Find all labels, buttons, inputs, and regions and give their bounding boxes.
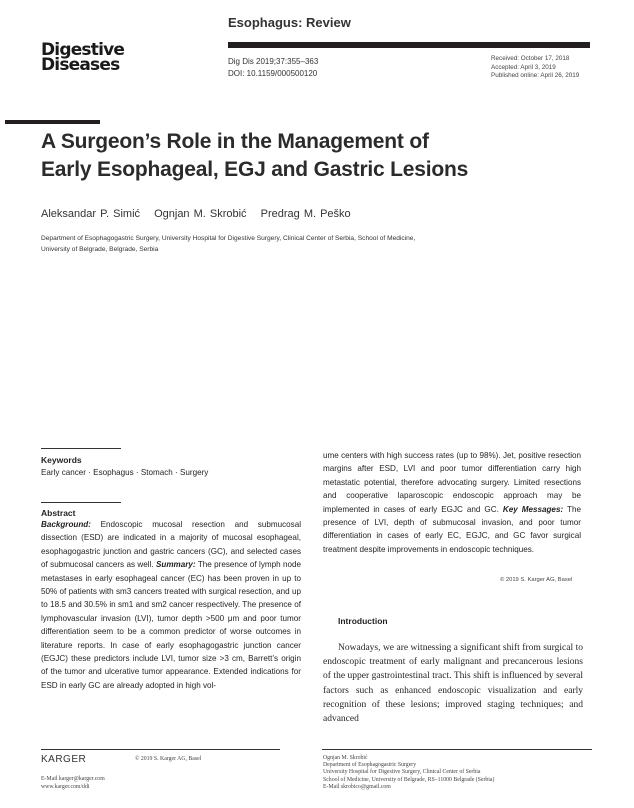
summary-text: The presence of lymph node metastases in early esophageal cancer (EC) has been proven in up to 50% of patients with sm3 cancers treated with surgical resection, and up to 18.5 and 30.5% in sm1 and sm2 cancer respectively. The presence of lymphovascular invasion (LVI), tumor depth >500 μm and poor tumor differentiation seem to be a common predictor of worse outcomes in literature reports. In case of early esophagogastric junction cancer (EGJC) these predictors include LVI, tumor size >3 cm, Barrett’s origin of the tumor and ulcerative tumor appearance. Extended indications for ESD in early GC are already adopted in high vol- xyxy=(41,560,302,690)
citation: Dig Dis 2019;37:355–363 xyxy=(228,57,319,66)
publisher-contact xyxy=(41,776,105,791)
background-text: Endoscopic mucosal resection and submucosal dissection (ESD) are indicated in a majority of mucosal esophageal, esophagogastric junction and gastric cancers (GC), and selected cases of submucosal cancers as well. xyxy=(41,520,301,570)
introduction-heading: Introduction xyxy=(338,616,388,626)
correspondence-school: School of Medicine, University of Belgrade, RS–11000 Belgrade (Serbia) xyxy=(323,776,495,783)
author: Ognjan M. Skrobić xyxy=(154,208,247,220)
footer-rule-right xyxy=(322,749,592,750)
correspondence-hospital: University Hospital for Digestive Surgery, Clinical Center of Serbia xyxy=(323,769,481,776)
publisher-logo: KARGER xyxy=(41,754,87,765)
introduction-body xyxy=(323,641,583,726)
accepted-date: Accepted: April 3, 2019 xyxy=(491,63,556,71)
section-label: Esophagus: Review xyxy=(228,15,351,30)
publisher-copyright: © 2019 S. Karger AG, Basel xyxy=(135,756,202,762)
title-line-2: Early Esophageal, EGJ and Gastric Lesions xyxy=(41,158,469,181)
title-line-1: A Surgeon’s Role in the Management of xyxy=(41,130,429,153)
article-title xyxy=(41,128,521,184)
key-messages-label: Key Messages: xyxy=(502,504,564,514)
correspondence-name: Ognjan M. Skrobić xyxy=(323,755,368,761)
correspondence-email[interactable]: E-Mail skrobico@gmail.com xyxy=(323,783,391,790)
received-date: Received: October 17, 2018 xyxy=(491,55,570,62)
abstract-rule xyxy=(41,502,121,503)
author-list xyxy=(41,208,361,220)
publisher-url[interactable]: www.karger.com/ddi xyxy=(41,783,90,790)
abstract-body-continued xyxy=(323,449,581,556)
abstract-body xyxy=(41,518,301,692)
key-messages-text: The presence of LVI, depth of submucosal invasion, and poor tumor differentiation in cases of early EC, EGJC, and GC favor surgical treatment despite improvements in endoscopic techniques. xyxy=(323,504,581,554)
citation-block xyxy=(228,56,318,80)
publisher-email[interactable]: E-Mail karger@karger.com xyxy=(41,776,105,782)
journal-logo-line1: Digestive xyxy=(41,40,125,60)
dates-block xyxy=(491,55,579,81)
journal-logo xyxy=(41,40,125,75)
introduction-text: Nowadays, we are witnessing a significant shift from surgical to endoscopic treatment of early malignant and precancerous lesions of the upper gastrointestinal tract. This shift is influenced by several factors such as enhanced endoscopic visualization and early recognition of these lesions; improved staging techniques; and advanced xyxy=(323,643,583,725)
abstract-heading: Abstract xyxy=(41,508,76,518)
published-date: Published online: April 26, 2019 xyxy=(491,72,580,79)
abstract-copyright: © 2019 S. Karger AG, Basel xyxy=(500,577,573,583)
author: Aleksandar P. Simić xyxy=(41,208,141,220)
summary-label: Summary: xyxy=(156,560,196,570)
doi[interactable]: DOI: 10.1159/000500120 xyxy=(228,69,318,78)
title-rule xyxy=(5,120,100,124)
correspondence-block xyxy=(323,755,494,791)
keywords-rule xyxy=(41,448,121,449)
affiliation: Department of Esophagogastric Surgery, University Hospital for Digestive Surgery, Clinical Center of Serbia, School of Medicine, University of Belgrade, Belgrade, Serbia xyxy=(41,235,416,253)
background-label: Background: xyxy=(41,520,91,529)
keywords-text: Early cancer · Esophagus · Stomach · Surgery xyxy=(41,468,209,477)
journal-logo-line2: Diseases xyxy=(41,55,120,75)
footer-rule-left xyxy=(41,749,280,750)
author: Predrag M. Peško xyxy=(260,208,351,220)
keywords-heading: Keywords xyxy=(41,455,82,465)
correspondence-dept: Department of Esophagogastric Surgery xyxy=(323,762,417,769)
continued-text: ume centers with high success rates (up to 98%). Jet, positive resection margins after ESD, LVI and poor tumor differentiation carry high metastatic potential, therefore advocating surgery. Limited resections and cooperative laparoscopic endoscopic approach may be implemented in cases of early EGJC and GC. xyxy=(323,451,581,514)
header-rule xyxy=(228,42,590,48)
